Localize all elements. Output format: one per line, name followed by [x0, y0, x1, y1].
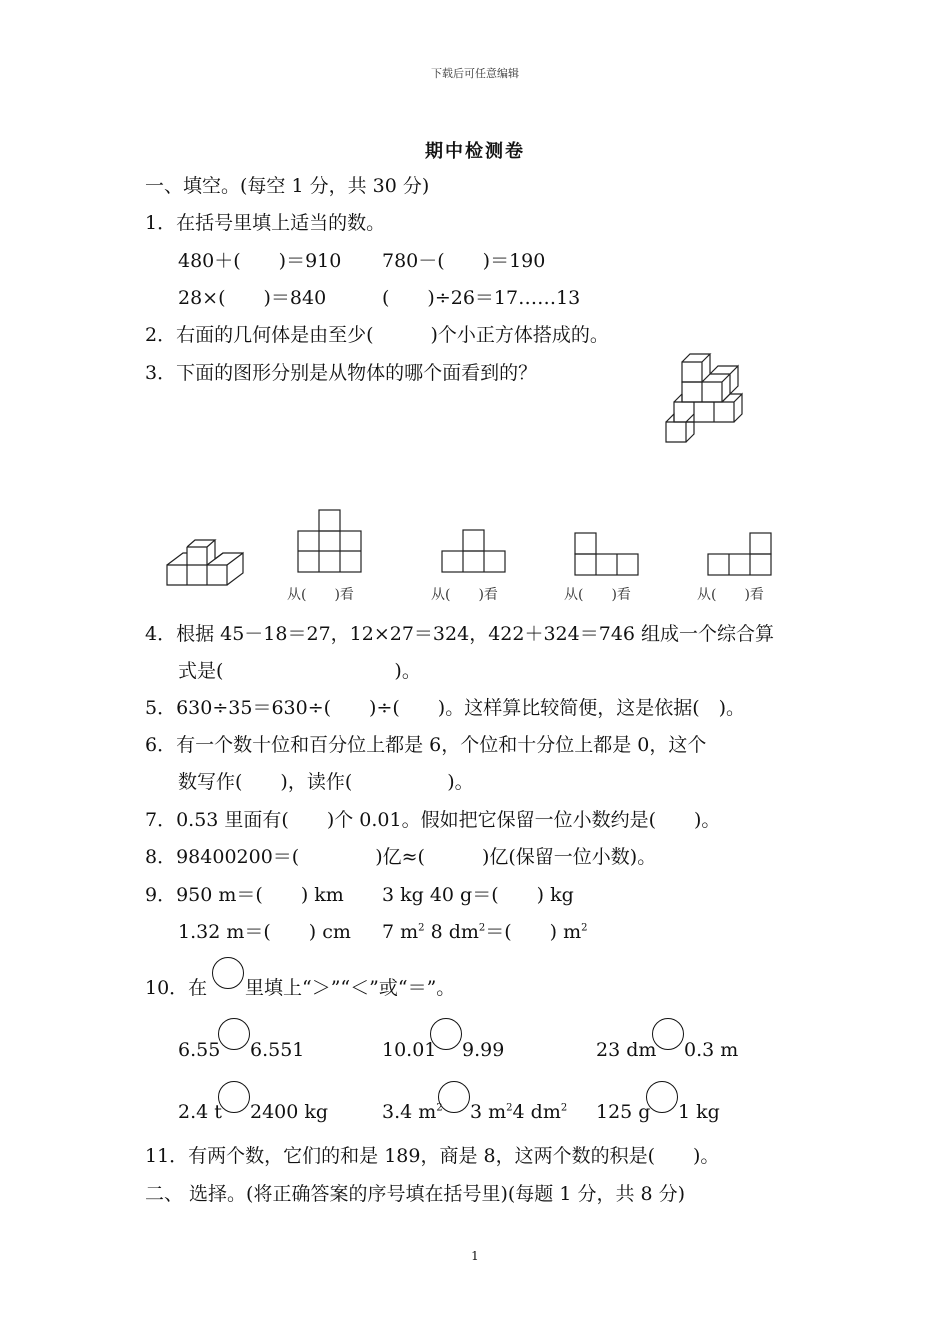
- q10-r1a-right: 6.551: [250, 1039, 305, 1061]
- view-figure-4: [707, 532, 773, 577]
- q3-text: 3．下面的图形分别是从物体的哪个面看到的？: [145, 362, 538, 384]
- q10-r1c-right: 0.3 m: [684, 1039, 739, 1061]
- view-caption-2: 从( )看: [431, 587, 498, 603]
- q4-line2: 式是( )。: [178, 660, 421, 682]
- q1-expr-a: 480＋( )＝910: [178, 250, 342, 272]
- q7-text: 7．0.53 里面有( )个 0.01。假如把它保留一位小数约是( )。: [145, 809, 721, 831]
- q10-r2c-right: 1 kg: [678, 1101, 720, 1123]
- view-caption-3: 从( )看: [564, 587, 631, 603]
- q10-r1b-left: 10.01: [382, 1039, 437, 1061]
- q2-text: 2．右面的几何体是由至少( )个小正方体搭成的。: [145, 324, 609, 346]
- page-header: 下载后可任意编辑: [431, 67, 519, 80]
- q10-r1a-circle[interactable]: [218, 1018, 250, 1050]
- q10-r1c-left: 23 dm: [596, 1039, 657, 1061]
- q10-r2b-right: 3 $m^24$ $dm^2$: [470, 1101, 568, 1123]
- q10-r1b-circle[interactable]: [430, 1018, 462, 1050]
- q9-expr-c: 1.32 m＝( ) cm: [178, 921, 351, 943]
- q10-sample-circle: [212, 957, 244, 989]
- q10-r1a-left: 6.55: [178, 1039, 221, 1061]
- q10-r2a-left: 2.4 t: [178, 1101, 222, 1123]
- q11-text: 11．有两个数，它们的和是 189，商是 8，这两个数的积是( )。: [145, 1145, 720, 1167]
- page-title: 期中检测卷: [425, 141, 525, 162]
- q1-label: 1．在括号里填上适当的数。: [145, 212, 386, 234]
- q10-r2c-left: 125 g: [596, 1101, 651, 1123]
- q10-r2a-circle[interactable]: [218, 1081, 250, 1113]
- q5-text: 5．630÷35＝630÷( )÷( )。这样算比较简便，这是依据( )。: [145, 697, 746, 719]
- view-figure-1: [297, 509, 362, 573]
- solid-small-figure: [165, 537, 250, 589]
- section-2-heading: 二、 选择。(将正确答案的序号填在括号里)(每题 1 分，共 8 分): [145, 1183, 686, 1205]
- page-number: 1: [471, 1249, 479, 1263]
- q10-r2b-circle[interactable]: [438, 1081, 470, 1113]
- q10-r1c-circle[interactable]: [652, 1018, 684, 1050]
- solid-3d-figure: [660, 350, 780, 450]
- view-caption-1: 从( )看: [287, 587, 354, 603]
- q1-expr-c: 28×( )＝840: [178, 287, 327, 309]
- q8-text: 8．98400200＝( )亿≈( )亿(保留一位小数)。: [145, 846, 657, 868]
- view-caption-4: 从( )看: [697, 587, 764, 603]
- q10-r1b-right: 9.99: [462, 1039, 505, 1061]
- q9-expr-a: 9．950 m＝( ) km: [145, 884, 344, 906]
- q10-r2a-right: 2400 kg: [250, 1101, 329, 1123]
- q6-line1: 6．有一个数十位和百分位上都是 6，个位和十分位上都是 0，这个: [145, 734, 707, 756]
- q1-expr-d: ( )÷26＝17……13: [382, 287, 581, 309]
- q10-pre: 10．在: [145, 977, 208, 999]
- q10-r2c-circle[interactable]: [646, 1081, 678, 1113]
- q10-r2b-left: 3.4 $m^2$: [382, 1101, 443, 1123]
- view-figure-2: [441, 529, 507, 574]
- q1-expr-b: 780－( )＝190: [382, 250, 546, 272]
- q9-expr-d: 7 $m^2$ 8 $dm^2=$( ) $m^2$: [382, 921, 588, 943]
- q9-expr-b: 3 kg 40 g＝( ) kg: [382, 884, 574, 906]
- q4-line1: 4．根据 45－18＝27，12×27＝324，422＋324＝746 组成一个综合算: [145, 623, 775, 645]
- section-1-heading: 一、填空。(每空 1 分，共 30 分): [145, 175, 430, 197]
- view-figure-3: [574, 532, 640, 577]
- q10-post: 里填上“＞”“＜”或“＝”。: [245, 977, 456, 999]
- q6-line2: 数写作( )，读作( )。: [178, 771, 474, 793]
